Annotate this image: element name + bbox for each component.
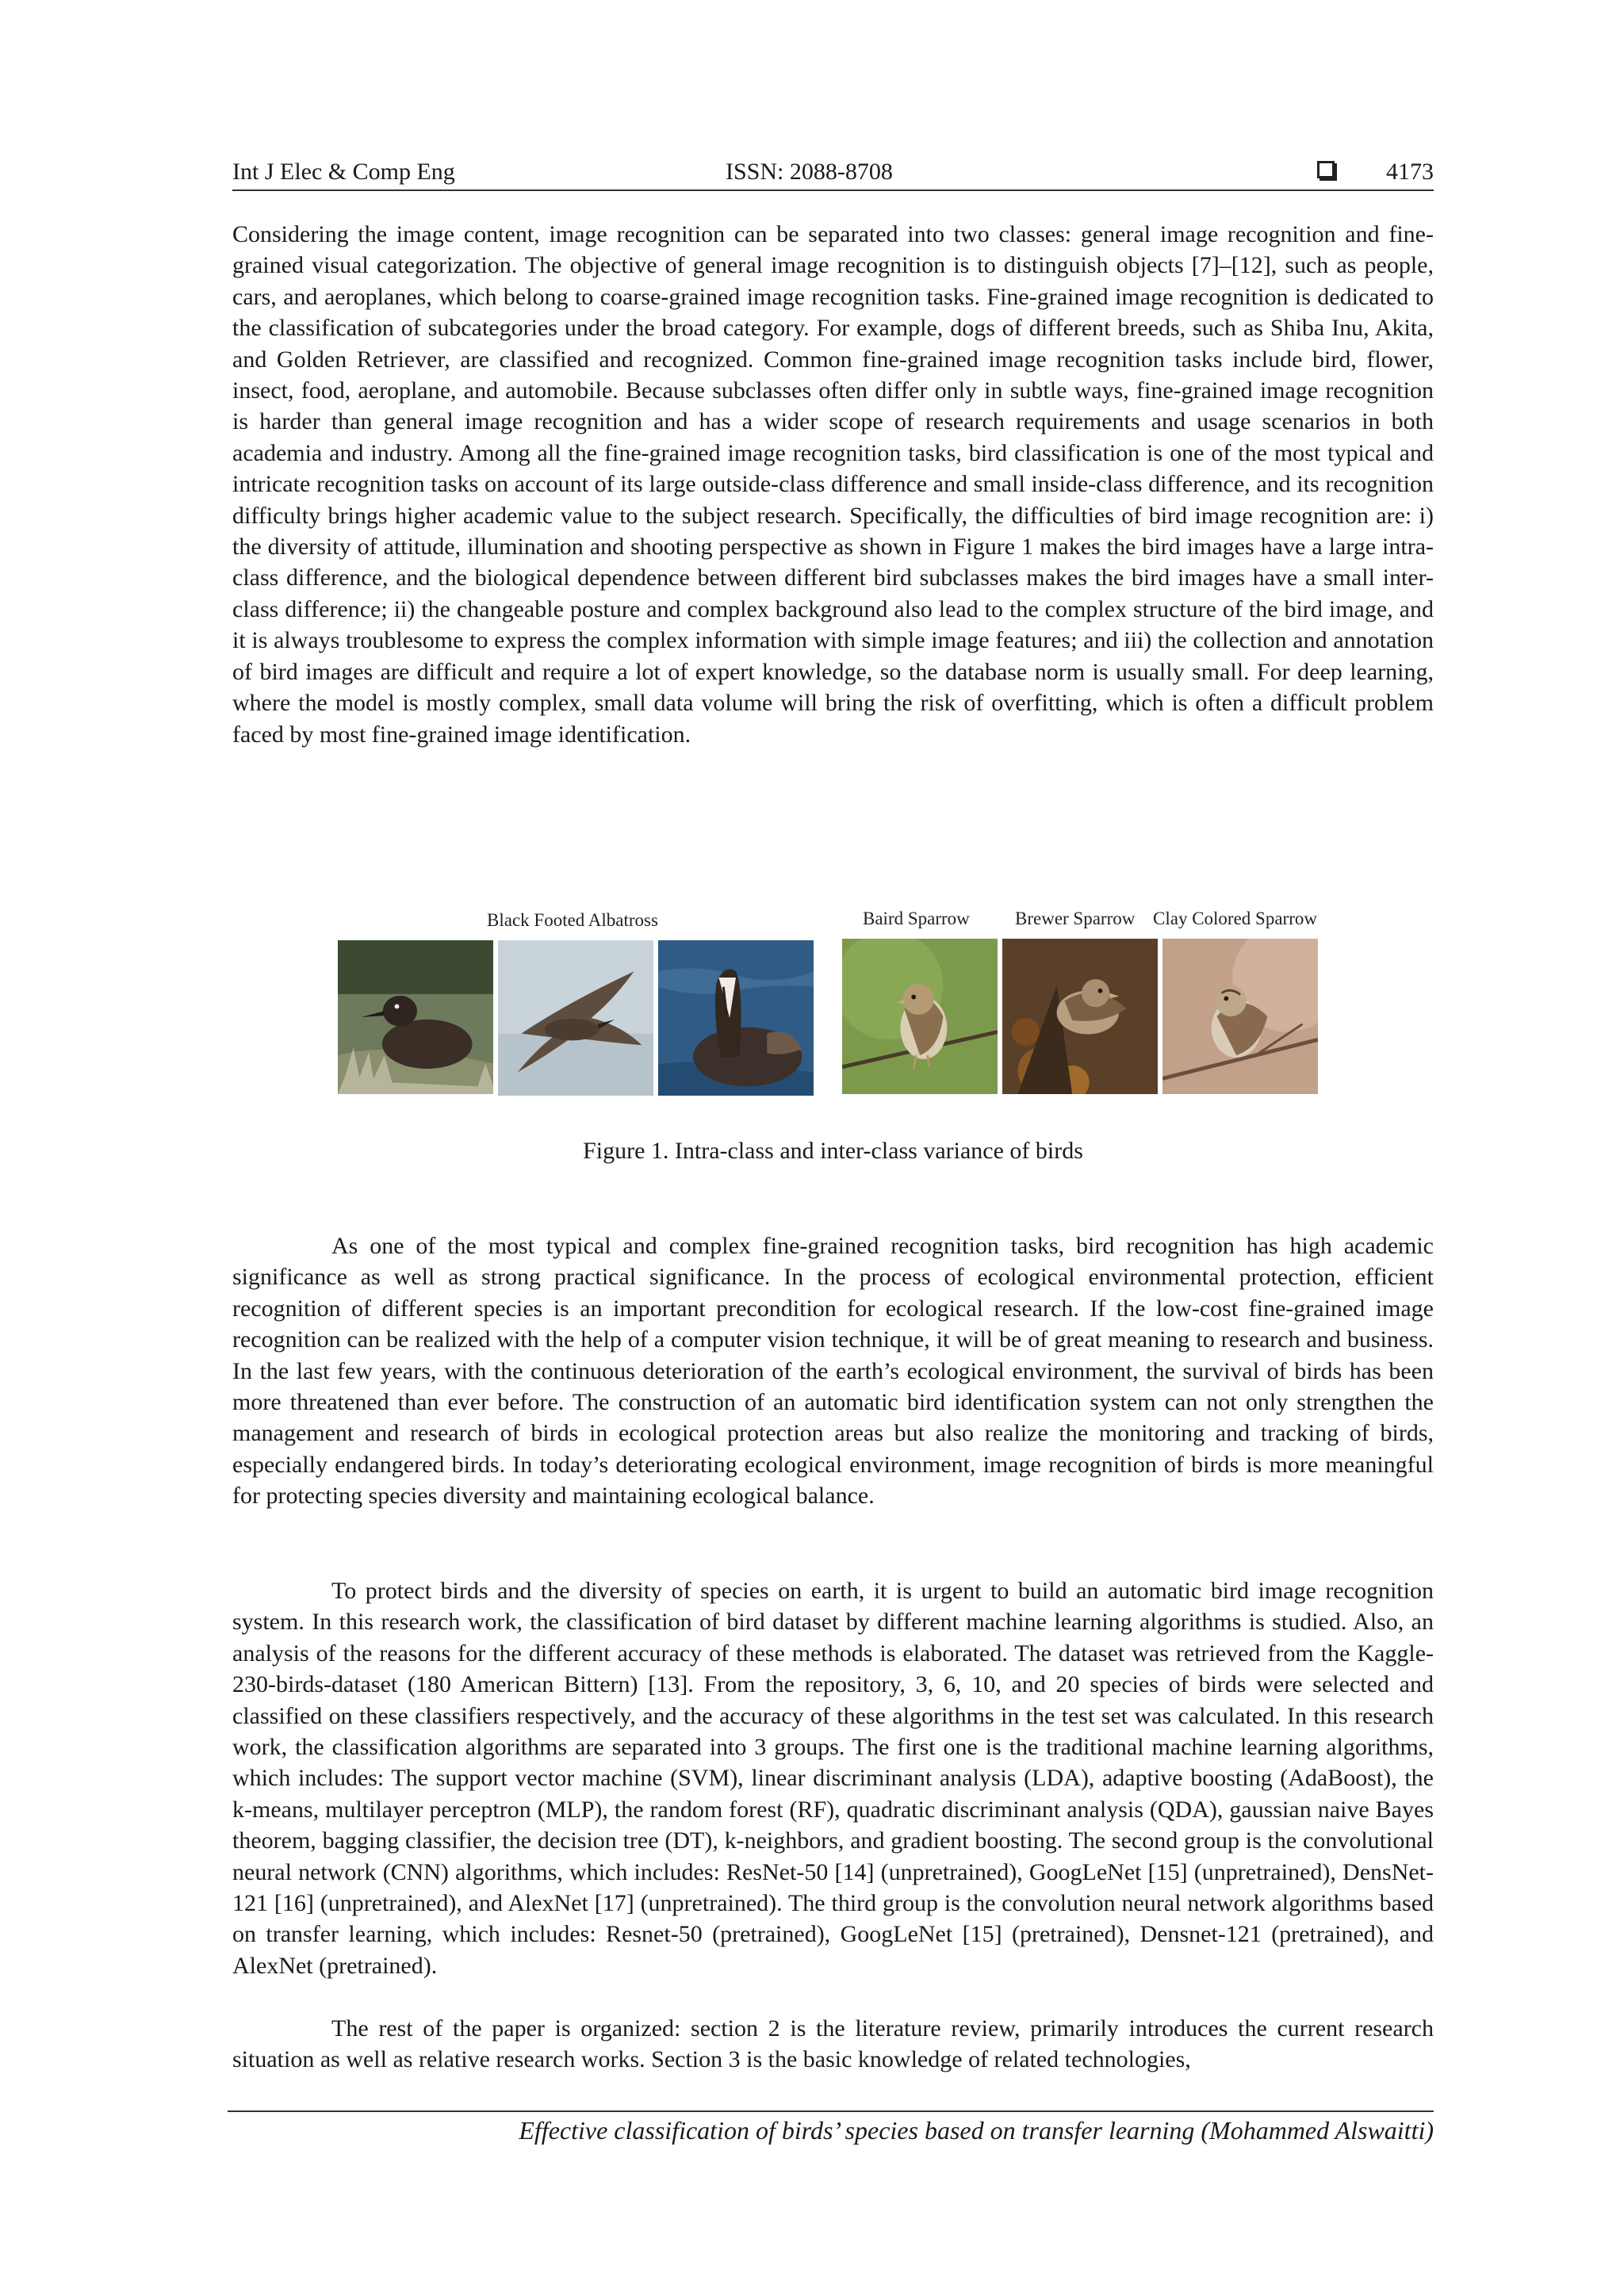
page-number: 4173 xyxy=(1386,159,1434,185)
label-brewer-sparrow: Brewer Sparrow xyxy=(1015,909,1136,928)
baird-sparrow-photo xyxy=(842,939,998,1094)
brewer-sparrow-photo xyxy=(1002,939,1158,1094)
paragraph-2: As one of the most typical and complex fine-grained recognition tasks, bird recognition has high academic significance as well as strong practical significance. In the process of ecological environmental protection, efficient recognition of different species is an important precondition for ecological research. If the low-cost fine-grained image recognition can be realized with the help of a computer vision technique, it will be of great meaning to research and business. In the last few years, with the continuous deterioration of the earth’s ecological environment, the survival of birds has been more threatened than ever before. The construction of an automatic bird identification system can not only strengthen the management and research of birds in ecological protection areas but also realize the monitoring and tracking of birds, especially endangered birds. In today’s deteriorating ecological environment, image recognition of birds is more meaningful for protecting species diversity and maintaining ecological balance. xyxy=(232,1233,1434,1510)
running-header xyxy=(232,155,1434,191)
albatross-photo-2 xyxy=(498,940,653,1096)
square-bullet-icon xyxy=(1317,161,1335,178)
label-clay-colored-sparrow: Clay Colored Sparrow xyxy=(1153,909,1317,928)
paragraph-4: The rest of the paper is organized: section 2 is the literature review, primarily introduces the current research situation as well as relative research works. Section 3 is the basic knowledge of related technologies, xyxy=(232,2015,1434,2073)
paragraph-3: To protect birds and the diversity of species on earth, it is urgent to build an automatic bird image recognition system. In this research work, the classification of bird dataset by different machine learning algorithms is studied. Also, an analysis of the reasons for the different accuracy of these methods is elaborated. The dataset was retrieved from the Kaggle-230-birds-dataset (180 American Bittern) [13]. From the repository, 3, 6, 10, and 20 species of birds were selected and classified on these classifiers respectively, and the accuracy of these algorithms in the test set was calculated. In this research work, the classification algorithms are separated into 3 groups. The first one is the traditional machine learning algorithms, which includes: The support vector machine (SVM), linear discriminant analysis (LDA), adaptive boosting (AdaBoost), the k-means, multilayer perceptron (MLP), the random forest (RF), quadratic discriminant analysis (QDA), gaussian naive Bayes theorem, bagging classifier, the decision tree (DT), k-neighbors, and gradient boosting. The second group is the convolutional neural network (CNN) algorithms, which includes: ResNet-50 [14] (unpretrained), GoogLeNet [15] (unpretrained), DensNet-121 [16] (unpretrained), and AlexNet [17] (unpretrained). The third group is the convolution neural network algorithms based on transfer learning, which includes: Resnet-50 (pretrained), GoogLeNet [15] (pretrained), Densnet-121 (pretrained), and AlexNet (pretrained). xyxy=(232,1578,1434,1979)
running-footer: Effective classification of birds’ species based on transfer learning (Mohammed Alswaitti) xyxy=(519,2116,1434,2145)
journal-name: Int J Elec & Comp Eng xyxy=(232,159,455,185)
label-black-footed-albatross: Black Footed Albatross xyxy=(487,910,658,930)
clay-colored-sparrow-photo xyxy=(1162,939,1318,1094)
label-baird-sparrow: Baird Sparrow xyxy=(863,909,970,928)
paragraph-1: Considering the image content, image recognition can be separated into two classes: general image recognition and fine-grained visual categorization. The objective of general image recognition is to distinguish objects [7]–[12], such as people, cars, and aeroplanes, which belong to coarse-grained image recognition tasks. Fine-grained image recognition is dedicated to the classification of subcategories under the broad category. For example, dogs of different breeds, such as Shiba Inu, Akita, and Golden Retriever, are classified and recognized. Common fine-grained image recognition tasks include bird, flower, insect, food, aeroplane, and automobile. Because subclasses often differ only in subtle ways, fine-grained image recognition is harder than general image recognition and has a wider scope of research requirements and usage scenarios in both academia and industry. Among all the fine-grained image recognition tasks, bird classification is one of the most typical and intricate recognition tasks on account of its large outside-class difference and small inside-class difference, and its recognition difficulty brings higher academic value to the subject research. Specifically, the difficulties of bird image recognition are: i) the diversity of attitude, illumination and shooting perspective as shown in Figure 1 makes the bird images have a large intra-class difference, and the biological dependence between different bird subclasses makes the bird images have a small inter-class difference; ii) the changeable posture and complex background also lead to the complex structure of the bird image, and it is always troublesome to express the complex information with simple image features; and iii) the collection and annotation of bird images are difficult and require a lot of expert knowledge, so the database norm is usually small. For deep learning, where the model is mostly complex, small data volume will bring the risk of overfitting, which is often a difficult problem faced by most fine-grained image identification. xyxy=(232,221,1434,748)
albatross-photo-3 xyxy=(658,940,814,1096)
figure-caption: Figure 1. Intra-class and inter-class variance of birds xyxy=(583,1138,1083,1164)
issn: ISSN: 2088-8708 xyxy=(726,159,893,185)
figure-1 xyxy=(333,904,1332,1102)
albatross-photo-1 xyxy=(338,940,493,1094)
